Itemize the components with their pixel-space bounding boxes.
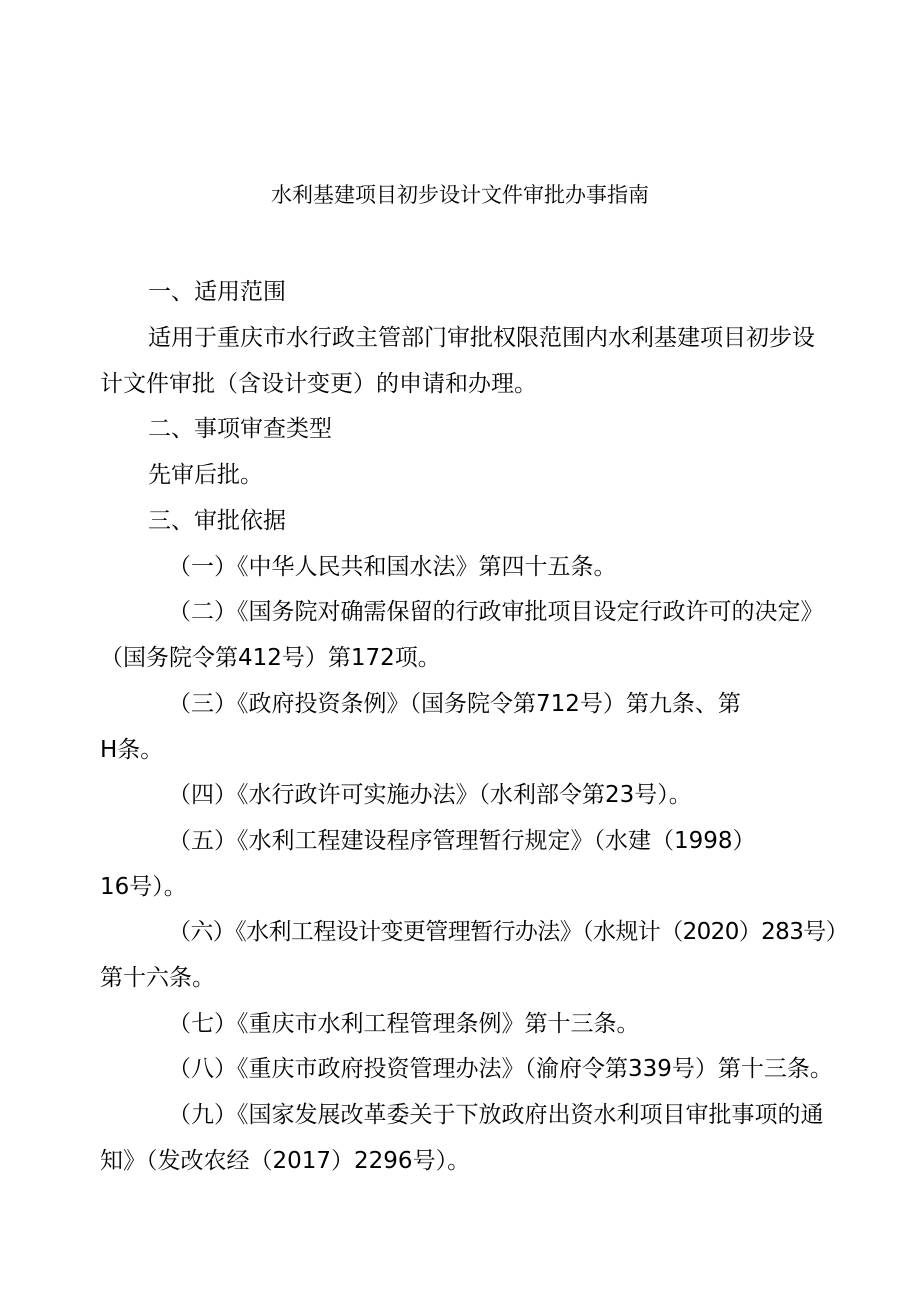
document-title: 水利基建项目初步设计文件审批办事指南 <box>271 183 649 207</box>
basis-item-6-line-1: （六）《水利工程设计变更管理暂行办法》（水规计（2020）283号） <box>168 919 849 945</box>
basis-item-1: （一）《中华人民共和国水法》第四十五条。 <box>168 554 617 580</box>
basis-item-6-line-2: 第十六条。 <box>100 965 215 991</box>
basis-item-2-line-1: （二）《国务院对确需保留的行政审批项目设定行政许可的决定》 <box>168 599 824 625</box>
scope-text-line-2: 计文件审批（含设计变更）的申请和办理。 <box>100 371 537 397</box>
section-heading-review-type: 二、事项审查类型 <box>148 416 332 442</box>
basis-item-7: （七）《重庆市水利工程管理条例》第十三条。 <box>168 1011 640 1037</box>
basis-item-3-line-1: （三）《政府投资条例》（国务院令第712号）第九条、第 <box>168 691 741 717</box>
basis-item-2-line-2: （国务院令第412号）第172项。 <box>100 645 441 671</box>
scope-text-line-1: 适用于重庆市水行政主管部门审批权限范围内水利基建项目初步设 <box>148 325 815 351</box>
review-type-text: 先审后批。 <box>148 462 263 488</box>
basis-item-5-line-2: 16号）。 <box>100 874 187 900</box>
section-heading-basis: 三、审批依据 <box>148 508 286 534</box>
basis-item-3-line-2: H条。 <box>100 737 164 763</box>
basis-item-5-line-1: （五）《水利工程建设程序管理暂行规定》（水建（1998） <box>168 828 756 854</box>
basis-item-8: （八）《重庆市政府投资管理办法》（渝府令第339号）第十三条。 <box>168 1056 833 1082</box>
section-heading-scope: 一、适用范围 <box>148 279 286 305</box>
basis-item-9-line-1: （九）《国家发展改革委关于下放政府出资水利项目审批事项的通 <box>168 1102 824 1128</box>
basis-item-9-line-2: 知》（发改农经（2017）2296号）。 <box>100 1148 471 1174</box>
basis-item-4: （四）《水行政许可实施办法》（水利部令第23号）。 <box>168 782 692 808</box>
